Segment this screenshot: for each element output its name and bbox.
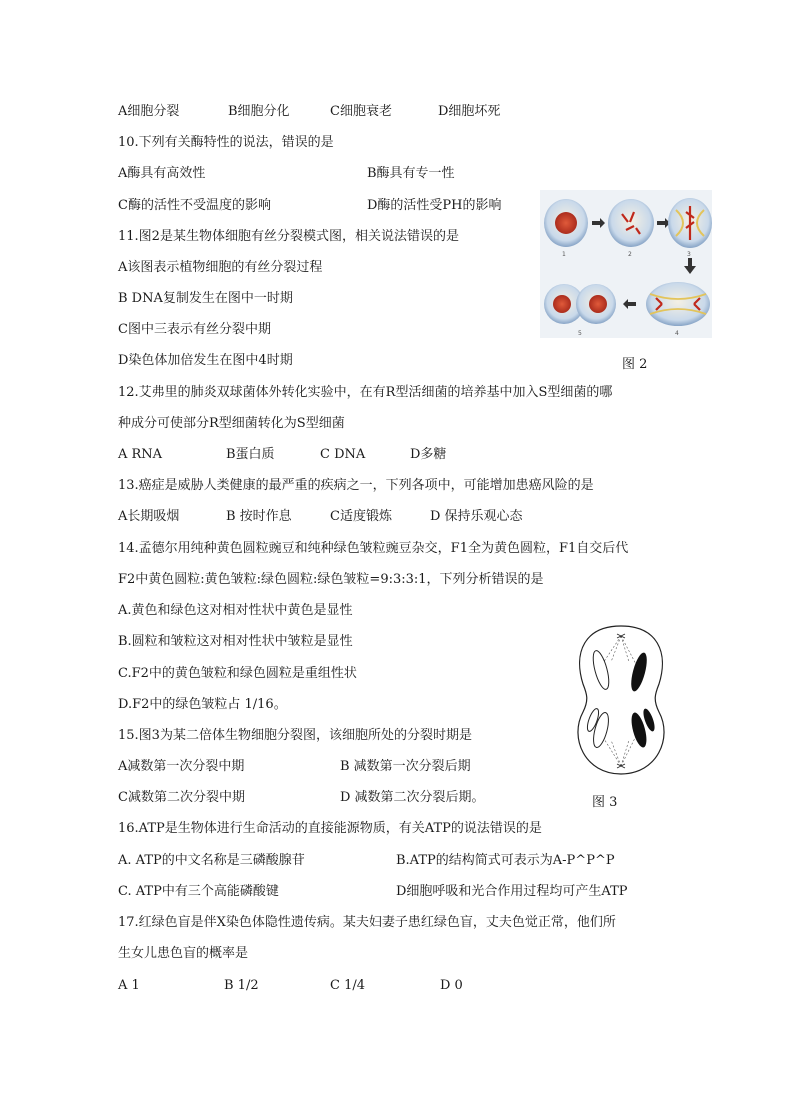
q16-option-d: D细胞呼吸和光合作用过程均可产生ATP	[396, 884, 628, 899]
q17-stem-line-2: 生女儿患色盲的概率是	[118, 946, 249, 961]
q12-option-c: C DNA	[320, 447, 366, 462]
figure-3-cell-division-image	[565, 622, 677, 782]
q15-option-b: B 减数第一次分裂后期	[340, 759, 471, 774]
q13-option-b: B 按时作息	[226, 509, 292, 524]
q13-option-a: A长期吸烟	[118, 509, 180, 524]
q16-option-a: A. ATP的中文名称是三磷酸腺苷	[118, 853, 305, 868]
q9-option-a: A细胞分裂	[118, 104, 180, 119]
figure-3-caption: 图 3	[592, 795, 618, 810]
q12-stem-line-1: 12.艾弗里的肺炎双球菌体外转化实验中，在有R型活细菌的培养基中加入S型细菌的哪	[118, 385, 613, 400]
q15-option-d: D 减数第二次分裂后期。	[340, 790, 485, 805]
q14-option-c: C.F2中的黄色皱粒和绿色圆粒是重组性状	[118, 666, 357, 681]
cell-label-4: 4	[675, 330, 679, 337]
q11-option-c: C图中三表示有丝分裂中期	[118, 322, 271, 337]
q14-option-d: D.F2中的绿色皱粒占 1/16。	[118, 697, 287, 712]
q12-option-d: D多糖	[410, 447, 447, 462]
q12-option-a: A RNA	[118, 447, 163, 462]
q9-option-b: B细胞分化	[228, 104, 290, 119]
q16-option-b: B.ATP的结构简式可表示为A-P^P^P	[396, 853, 615, 868]
q14-stem-line-1: 14.孟德尔用纯种黄色圆粒豌豆和纯种绿色皱粒豌豆杂交，F1全为黄色圆粒，F1自交后代	[118, 541, 629, 556]
q16-stem: 16.ATP是生物体进行生命活动的直接能源物质，有关ATP的说法错误的是	[118, 821, 542, 836]
q13-option-c: C适度锻炼	[330, 509, 392, 524]
q12-option-b: B蛋白质	[226, 447, 275, 462]
q13-option-d: D 保持乐观心态	[430, 509, 523, 524]
q17-option-a: A 1	[118, 978, 140, 993]
q9-option-d: D细胞坏死	[438, 104, 501, 119]
q17-option-d: D 0	[440, 978, 463, 993]
q11-option-a: A该图表示植物细胞的有丝分裂过程	[118, 260, 323, 275]
cell-label-1: 1	[562, 251, 566, 258]
q13-stem: 13.癌症是威胁人类健康的最严重的疾病之一，下列各项中，可能增加患癌风险的是	[118, 478, 594, 493]
q11-option-b: B DNA复制发生在图中一时期	[118, 291, 293, 306]
q17-stem-line-1: 17.红绿色盲是伴X染色体隐性遗传病。某夫妇妻子患红绿色盲，丈夫色觉正常，他们所	[118, 915, 616, 930]
q14-stem-line-2: F2中黄色圆粒:黄色皱粒:绿色圆粒:绿色皱粒=9:3:3:1，下列分析错误的是	[118, 572, 544, 587]
cell-label-2: 2	[628, 251, 632, 258]
q14-option-b: B.圆粒和皱粒这对相对性状中皱粒是显性	[118, 634, 353, 649]
q15-stem: 15.图3为某二倍体生物细胞分裂图，该细胞所处的分裂时期是	[118, 728, 472, 743]
q9-option-c: C细胞衰老	[330, 104, 392, 119]
cell-label-3: 3	[687, 251, 691, 258]
figure-2-mitosis-image	[540, 190, 712, 338]
q17-option-c: C 1/4	[330, 978, 366, 993]
figure-2-caption: 图 2	[622, 357, 648, 372]
q15-option-a: A减数第一次分裂中期	[118, 759, 245, 774]
q12-stem-line-2: 种成分可使部分R型细菌转化为S型细菌	[118, 416, 345, 431]
q10-option-b: B酶具有专一性	[367, 166, 455, 181]
q10-option-a: A酶具有高效性	[118, 166, 206, 181]
q10-option-d: D酶的活性受PH的影响	[367, 198, 502, 213]
q11-option-d: D染色体加倍发生在图中4时期	[118, 353, 293, 368]
q14-option-a: A.黄色和绿色这对相对性状中黄色是显性	[118, 603, 353, 618]
q17-option-b: B 1/2	[224, 978, 259, 993]
q15-option-c: C减数第二次分裂中期	[118, 790, 245, 805]
q16-option-c: C. ATP中有三个高能磷酸键	[118, 884, 279, 899]
q10-stem: 10.下列有关酶特性的说法，错误的是	[118, 135, 334, 150]
q10-option-c: C酶的活性不受温度的影响	[118, 198, 271, 213]
cell-label-5: 5	[578, 330, 582, 337]
q11-stem: 11.图2是某生物体细胞有丝分裂模式图，相关说法错误的是	[118, 229, 459, 244]
